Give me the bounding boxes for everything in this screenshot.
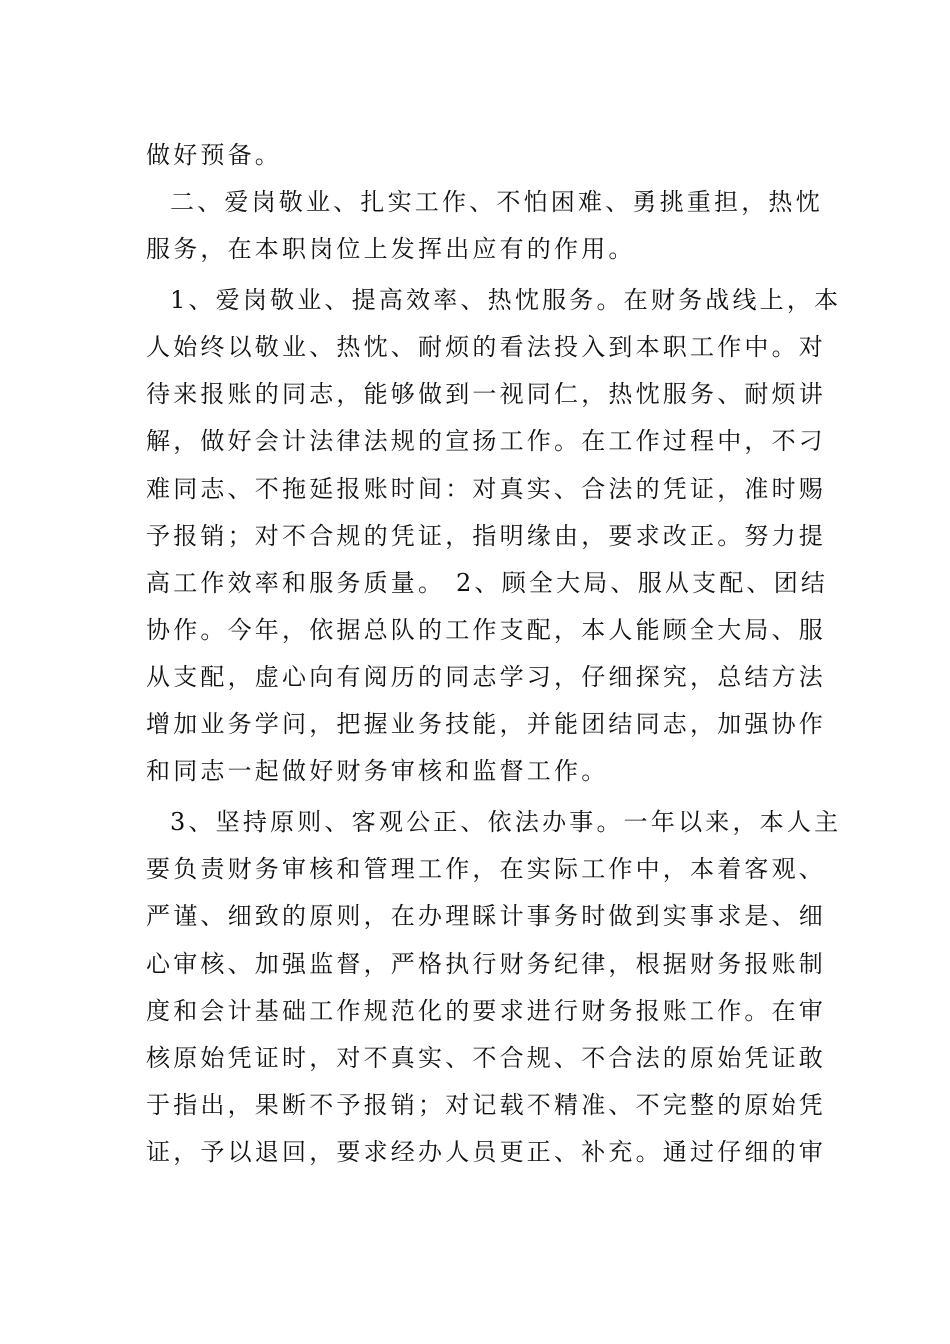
text-line: 人始终以敬业、热忱、耐烦的看法投入到本职工作中。对 [146, 333, 826, 361]
text-line: 增加业务学问，把握业务技能，并能团结同志，加强协作 [146, 710, 826, 738]
text-line: 要负责财务审核和管理工作，在实际工作中，本着客观、 [146, 855, 826, 883]
text-line: 待来报账的同志，能够做到一视同仁，热忱服务、耐烦讲 [146, 380, 826, 408]
text-line: 解，做好会计法律法规的宣扬工作。在工作过程中，不刁 [146, 427, 826, 455]
paragraph-start-line: 1、爱岗敬业、提高效率、热忱服务。在财务战线上，本 [170, 286, 842, 314]
paragraph-start-line: 3、坚持原则、客观公正、依法办事。一年以来，本人主 [170, 808, 842, 836]
text-line: 心审核、加强监督，严格执行财务纪律，根据财务报账制 [146, 950, 826, 978]
text-line: 服务，在本职岗位上发挥出应有的作用。 [146, 235, 636, 263]
text-line: 做好预备。 [146, 141, 282, 169]
text-line: 高工作效率和服务质量。 2、顾全大局、服从支配、团结 [146, 569, 829, 597]
text-line: 予报销；对不合规的凭证，指明缘由，要求改正。努力提 [146, 522, 826, 550]
section-heading-line: 二、爱岗敬业、扎实工作、不怕困难、勇挑重担，热忱 [170, 188, 823, 216]
text-line: 难同志、不拖延报账时间：对真实、合法的凭证，准时赐 [146, 475, 826, 503]
text-line: 于指出，果断不予报销；对记载不精准、不完整的原始凭 [146, 1091, 826, 1119]
text-line: 证，予以退回，要求经办人员更正、补充。通过仔细的审 [146, 1138, 826, 1166]
text-line: 从支配，虚心向有阅历的同志学习，仔细探究，总结方法 [146, 663, 826, 691]
text-line: 核原始凭证时，对不真实、不合规、不合法的原始凭证敢 [146, 1044, 826, 1072]
text-line: 和同志一起做好财务审核和监督工作。 [146, 757, 609, 785]
text-line: 协作。今年，依据总队的工作支配，本人能顾全大局、服 [146, 616, 826, 644]
text-line: 严谨、细致的原则，在办理睬计事务时做到实事求是、细 [146, 902, 826, 930]
text-line: 度和会计基础工作规范化的要求进行财务报账工作。在审 [146, 997, 826, 1025]
